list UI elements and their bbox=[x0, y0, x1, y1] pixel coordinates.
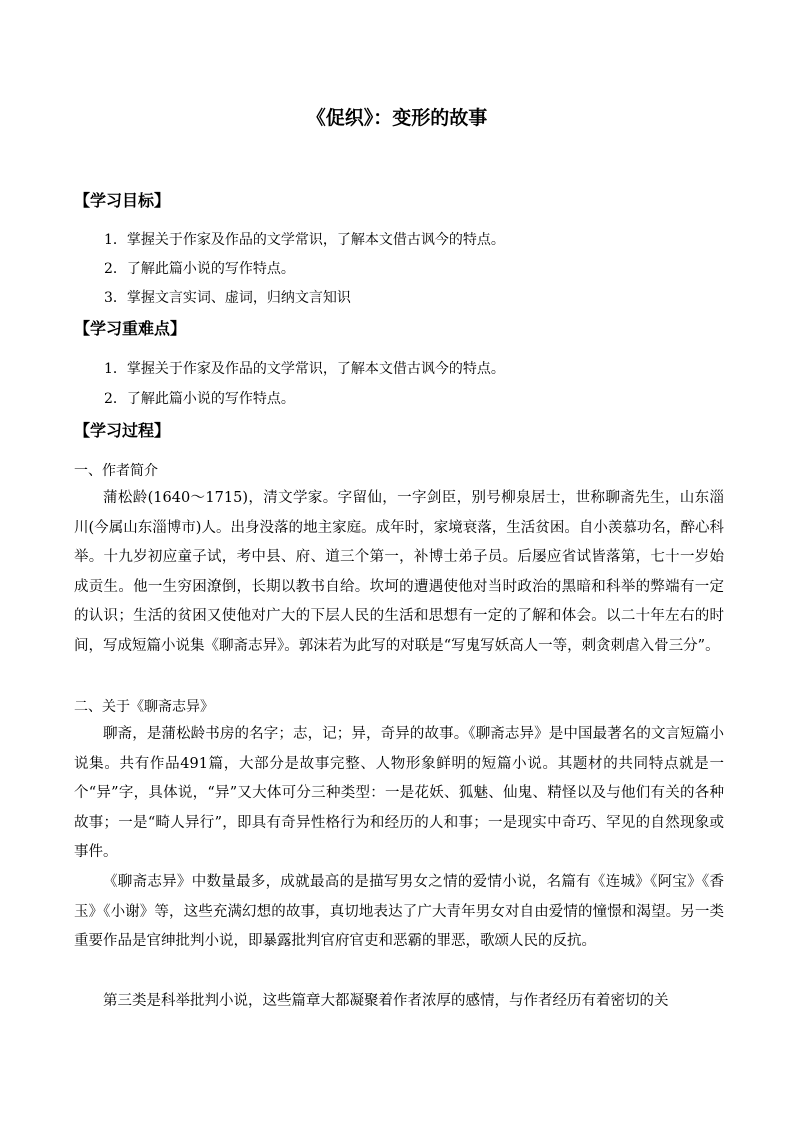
liaozhai-paragraph-3: 第三类是科举批判小说，这些篇章大都凝聚着作者浓厚的感情，与作者经历有着密切的关 bbox=[103, 993, 669, 1009]
section-heading-process: 【学习过程】 bbox=[74, 421, 171, 440]
key-point-item-2: 2．了解此篇小说的写作特点。 bbox=[104, 391, 295, 407]
section-heading-key-points: 【学习重难点】 bbox=[74, 319, 187, 338]
author-intro-paragraph: 蒲松龄(1640～1715)，清文学家。字留仙，一字剑臣，别号柳泉居士，世称聊斋先生，山东淄川(今属山东淄博市)人。出身没落的地主家庭。成年时，家境衰落，生活贫困。自小羡慕功名，醉心科举。十九岁初应童子试，考中县、府、道三个第一，补博士弟子员。后屡应省试皆落第，七十一岁始成贡生。他一生穷困潦倒，长期以教书自给。坎坷的遭遇使他对当时政治的黑暗和科举的弊端有一定的认识；生活的贫困又使他对广大的下层人民的生活和思想有一定的了解和体会。以二十年左右的时间，写成短篇小说集《聊斋志异》。郭沫若为此写的对联是“写鬼写妖高人一等，刺贪刺虐入骨三分”。 bbox=[74, 490, 724, 654]
section-heading-goals: 【学习目标】 bbox=[74, 191, 171, 210]
section-title-liaozhai: 二、关于《聊斋志异》 bbox=[74, 699, 214, 715]
liaozhai-paragraph-2: 《聊斋志异》中数量最多，成就最高的是描写男女之情的爱情小说，名篇有《连城》《阿宝》《香玉》《小谢》等，这些充满幻想的故事，真切地表达了广大青年男女对自由爱情的憧憬和渴望。另一类重要作品是官绅批判小说，即暴露批判官府官吏和恶霸的罪恶，歌颂人民的反抗。 bbox=[74, 874, 724, 950]
goal-item-2: 2．了解此篇小说的写作特点。 bbox=[104, 261, 295, 277]
goal-item-1: 1．掌握关于作家及作品的文学常识，了解本文借古讽今的特点。 bbox=[104, 232, 505, 248]
document-title: 《促织》：变形的故事 bbox=[306, 107, 488, 129]
goal-item-3: 3．掌握文言实词、虚词，归纳文言知识 bbox=[104, 290, 351, 306]
liaozhai-paragraph-1: 聊斋，是蒲松龄书房的名字；志，记；异，奇异的故事。《聊斋志异》是中国最著名的文言短篇小说集。共有作品491篇，大部分是故事完整、人物形象鲜明的短篇小说。其题材的共同特点就是一个“异”字，具体说，“异”又大体可分三种类型：一是花妖、狐魅、仙鬼、精怪以及与他们有关的各种故事；一是“畸人异行”，即具有奇异性格行为和经历的人和事；一是现实中奇巧、罕见的自然现象或事件。 bbox=[74, 726, 724, 861]
key-point-item-1: 1．掌握关于作家及作品的文学常识，了解本文借古讽今的特点。 bbox=[104, 361, 505, 377]
section-title-author: 一、作者简介 bbox=[74, 463, 158, 479]
